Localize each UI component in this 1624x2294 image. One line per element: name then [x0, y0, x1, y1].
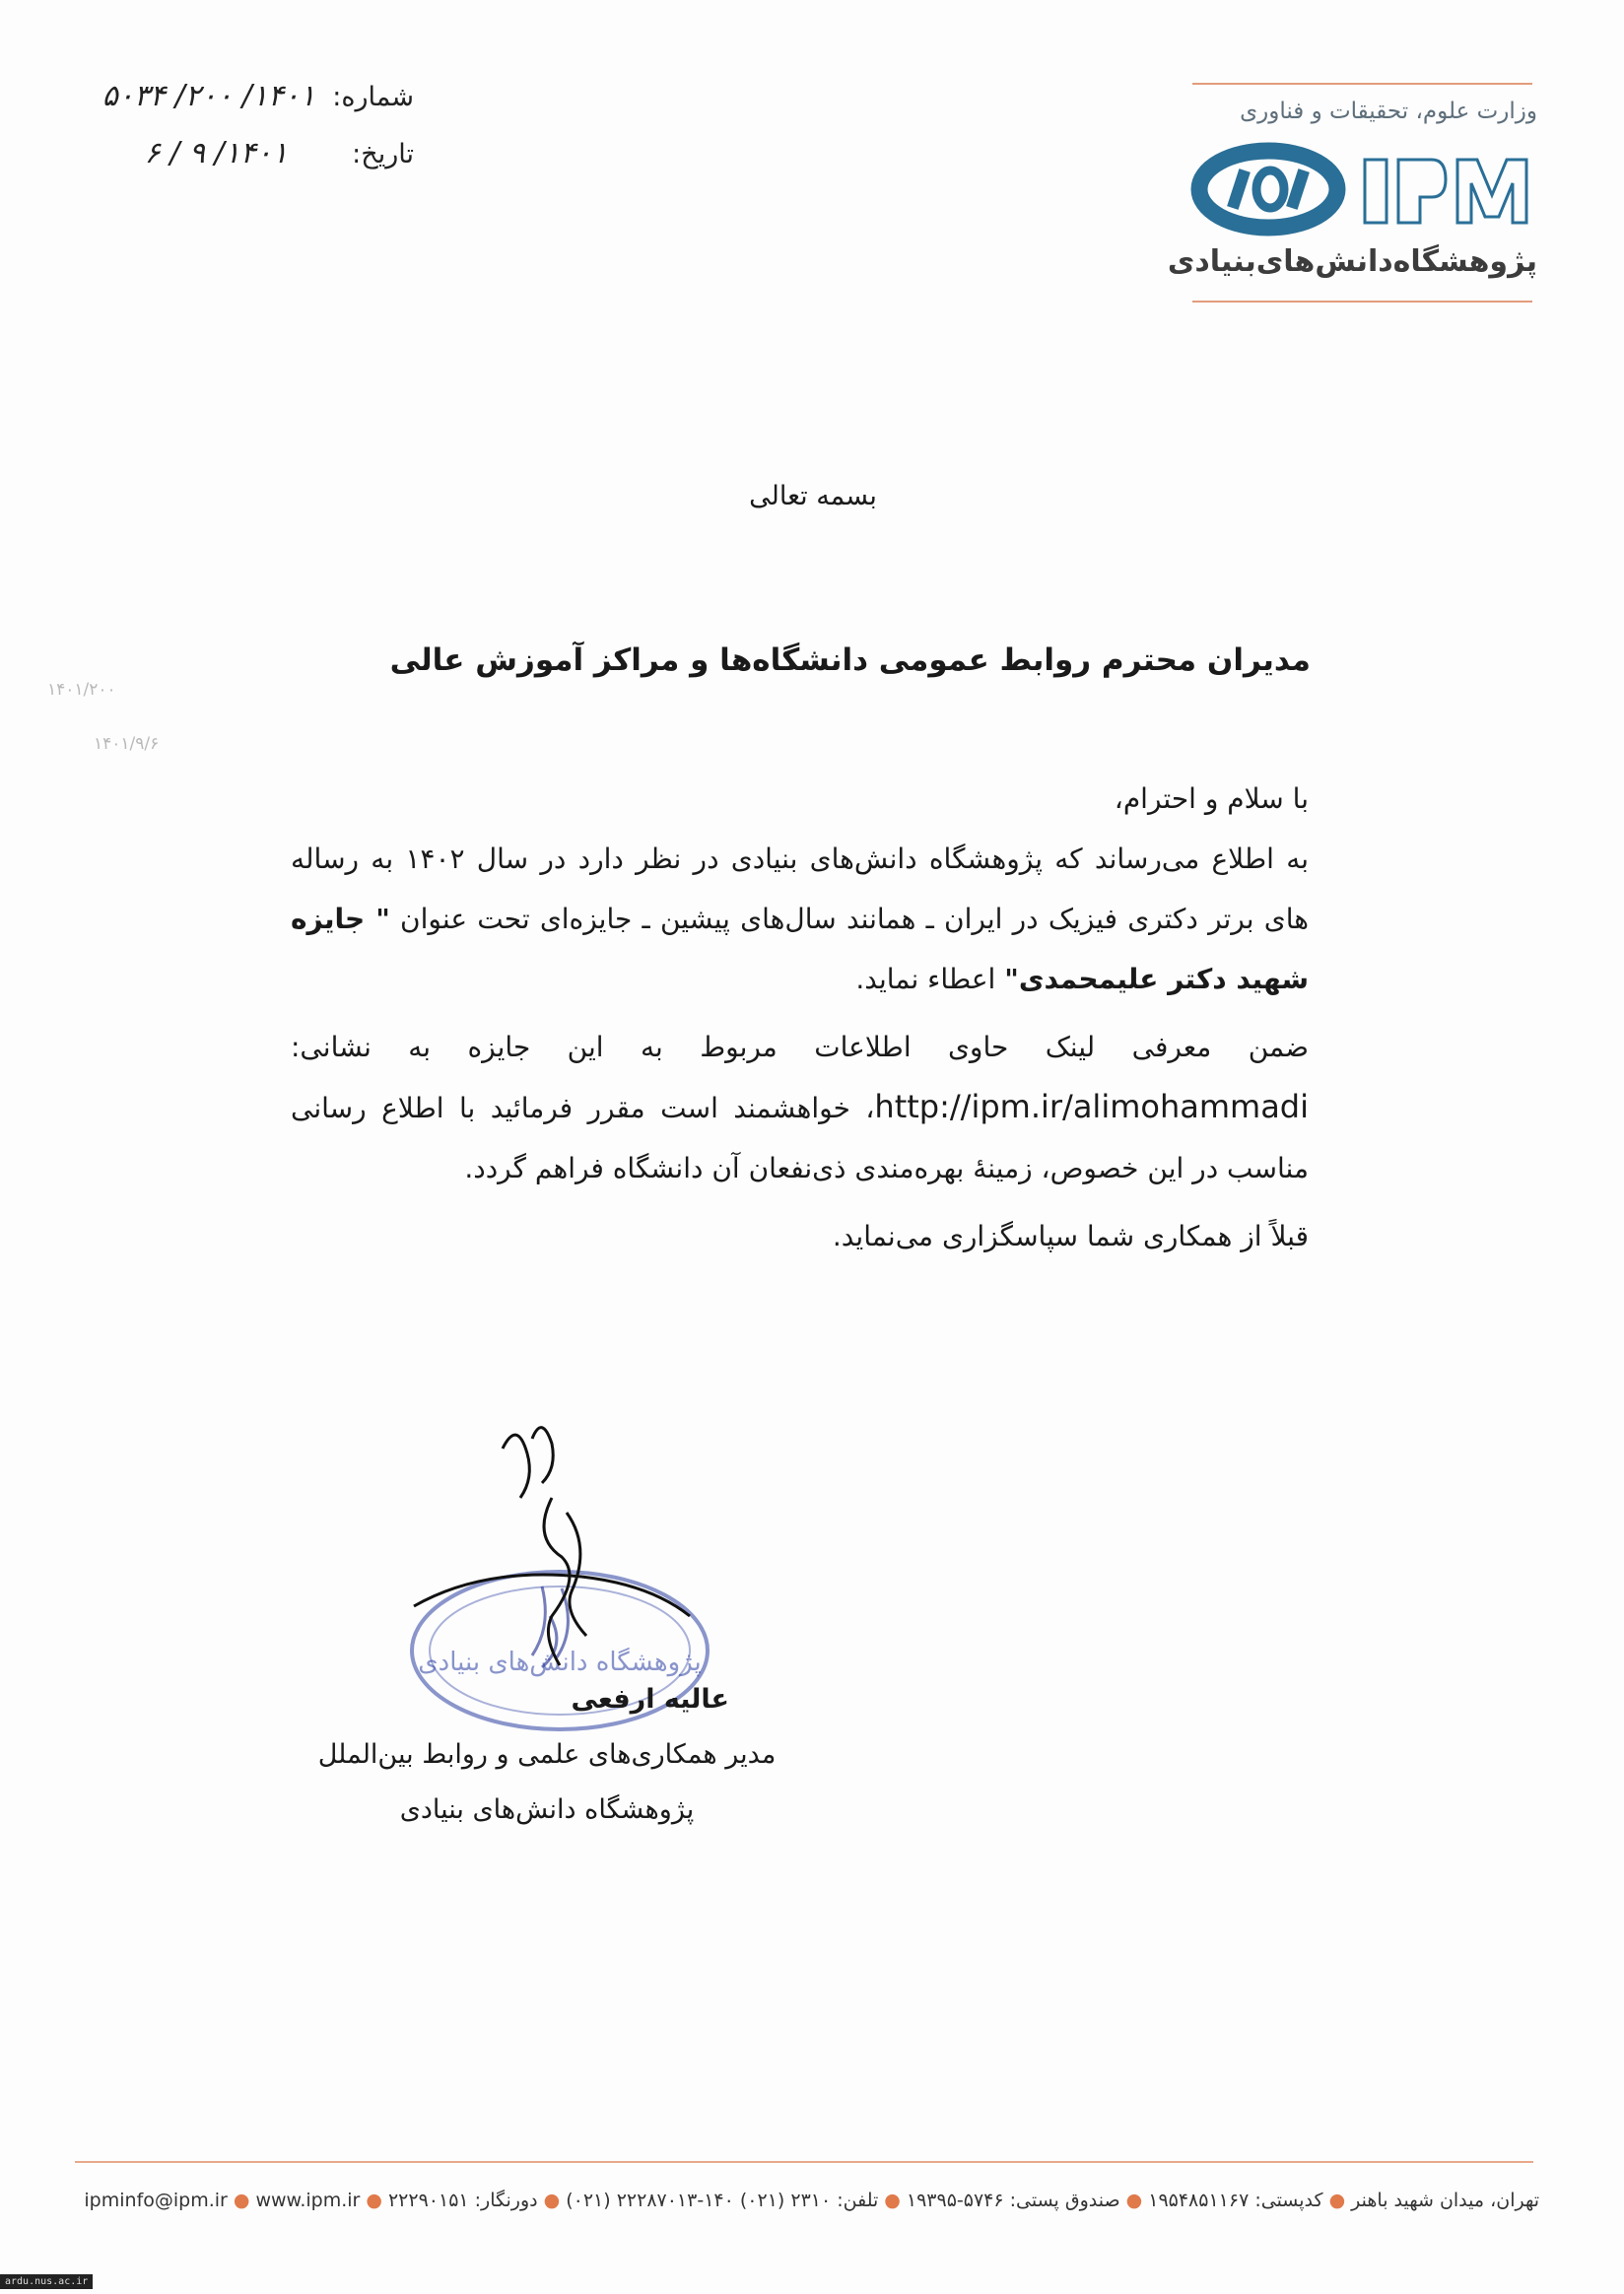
- margin-note-2: ۱۴۰۱/۹/۶: [94, 734, 160, 754]
- paragraph-award: [291, 829, 1309, 1009]
- ipm-logo-icon: [1187, 140, 1537, 238]
- footer-bullet: ●: [884, 2190, 901, 2211]
- footer-postal-code: کدپستی: ۱۹۵۴۸۵۱۱۶۷: [1148, 2190, 1323, 2211]
- footer-address: تهران، میدان شهید باهنر: [1351, 2190, 1539, 2211]
- paragraph-link: [291, 1017, 1309, 1198]
- org-name: پژوهشگاه‌دانش‌های‌بنیادی: [1167, 244, 1537, 279]
- closing-line: قبلاً از همکاری شما سپاسگزاری می‌نماید.: [832, 1220, 1309, 1252]
- letter-date-row: [49, 136, 414, 185]
- footer-bullet: ●: [366, 2190, 382, 2211]
- award-url[interactable]: http://ipm.ir/alimohammadi: [874, 1088, 1309, 1125]
- letter-number-row: [49, 79, 414, 128]
- footer-bullet: ●: [1125, 2190, 1143, 2211]
- corner-watermark: ardu.nus.ac.ir: [0, 2274, 93, 2289]
- greeting: با سلام و احترام،: [1114, 782, 1309, 815]
- signer-title: مدیر همکاری‌های علمی و روابط بین‌الملل: [317, 1739, 777, 1770]
- footer-email[interactable]: ipminfo@ipm.ir: [84, 2190, 228, 2211]
- number-label: شماره:: [332, 82, 414, 112]
- signature-block: [296, 1672, 798, 1838]
- recipient-heading: مدیران محترم روابط عمومی دانشگاه‌ها و مراکز آموزش عالی: [389, 642, 1311, 678]
- stamp-label: پژوهشگاه دانش‌های بنیادی: [418, 1648, 702, 1677]
- letter-body: [291, 769, 1309, 1266]
- logo-bottom-rule: [1192, 301, 1532, 303]
- date-value: ۱۴۰۱/ ۹ / ۶: [144, 136, 289, 170]
- logo-top-rule: [1192, 83, 1532, 85]
- ministry-name: وزارت علوم، تحقیقات و فناوری: [1240, 99, 1537, 124]
- basmala: بسمه تعالی: [749, 481, 877, 511]
- footer-web[interactable]: www.ipm.ir: [255, 2190, 361, 2211]
- date-label: تاریخ:: [352, 139, 414, 169]
- paragraph-link-text-b: ، خواهشمند است مقرر فرمائید با اطلاع رسانی مناسب در این خصوص، زمینهٔ بهره‌مندی ذی‌نفعان آن دانشگاه فراهم گردد.: [291, 1092, 1309, 1184]
- signer-organization: پژوهشگاه دانش‌های بنیادی: [399, 1794, 695, 1825]
- footer-bullet: ●: [1328, 2190, 1346, 2211]
- footer-fax: دورنگار: ۲۲۲۹۰۱۵۱: [387, 2190, 538, 2211]
- award-name: " جایزه شهید دکتر علیمحمدی": [291, 903, 1309, 995]
- footer-bullet: ●: [233, 2190, 250, 2211]
- signer-name: عالیه ارفعی: [571, 1684, 729, 1715]
- paragraph-award-text-b: اعطاء نماید.: [855, 963, 1005, 995]
- footer-rule: [75, 2161, 1533, 2163]
- ipm-logo: [1187, 140, 1537, 238]
- footer-po-box: صندوق پستی: ۵۷۴۶-۱۹۳۹۵: [906, 2190, 1120, 2211]
- footer-bullet: ●: [543, 2190, 561, 2211]
- paragraph-award-text-a: به اطلاع می‌رساند که پژوهشگاه دانش‌های بنیادی در نظر دارد در سال ۱۴۰۲ به رساله های برتر دکتری فیزیک در ایران ـ همانند سال‌های پیشین ـ جایزه‌ای تحت عنوان: [291, 843, 1310, 935]
- paragraph-link-text-a: ضمن معرفی لینک حاوی اطلاعات مربوط به این جایزه به نشانی:: [291, 1031, 1309, 1063]
- margin-note-1: ۱۴۰۱/۲۰۰: [47, 680, 116, 700]
- footer-phone: تلفن: ۲۳۱۰ (۰۲۱) ۱۴۰-۲۲۲۸۷۰۱۳ (۰۲۱): [566, 2190, 879, 2211]
- footer-contact: [71, 2190, 1539, 2211]
- number-value: ۱۴۰۱/ ۲۰۰/ ۵۰۳۴: [102, 79, 316, 113]
